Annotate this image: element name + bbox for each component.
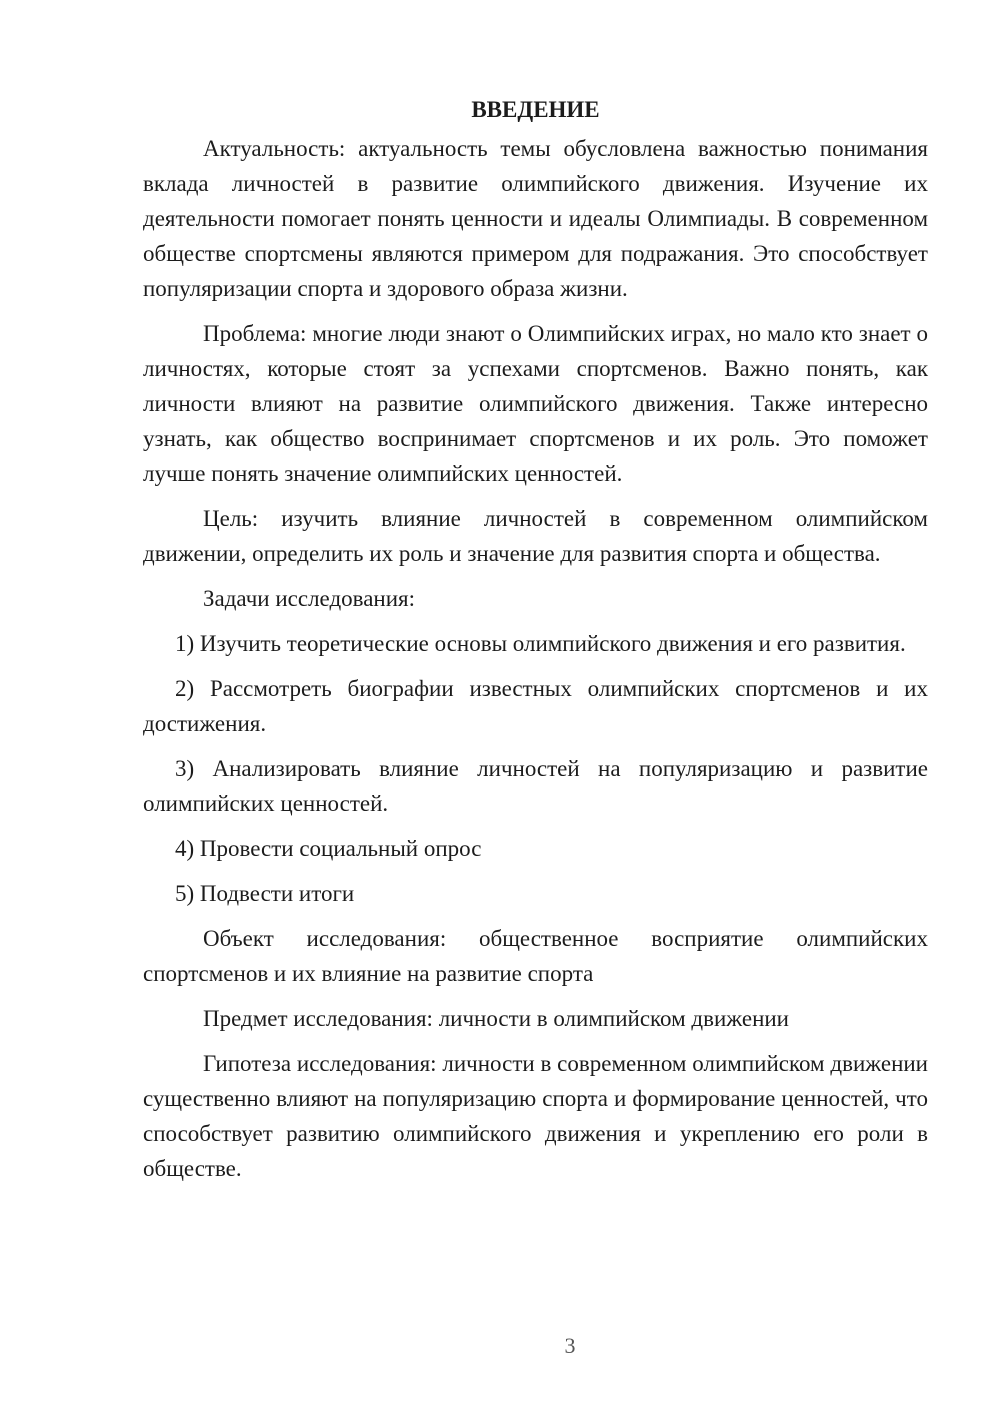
- task-item-5: 5) Подвести итоги: [175, 881, 355, 906]
- document-page: [143, 92, 928, 1196]
- page-number: 3: [564, 1333, 576, 1358]
- paragraph-relevance: Актуальность: актуальность темы обусловлена важностью понимания вклада личностей в развитие олимпийского движения. Изучение их деятельности помогает понять ценности и идеалы Олимпиады. В современном обществе спортсмены являются примером для подражания. Это способствует популяризации спорта и здорового образа жизни.: [143, 136, 928, 301]
- task-item-1: 1) Изучить теоретические основы олимпийского движения и его развития.: [175, 631, 906, 656]
- section-title: ВВЕДЕНИЕ: [471, 97, 600, 122]
- paragraph-hypothesis: Гипотеза исследования: личности в современном олимпийском движении существенно влияют на популяризацию спорта и формирование ценностей, что способствует развитию олимпийского движения и укреплению его роли в обществе.: [143, 1051, 928, 1181]
- paragraph-subject: Предмет исследования: личности в олимпийском движении: [203, 1006, 789, 1031]
- task-item-3: 3) Анализировать влияние личностей на популяризацию и развитие олимпийских ценностей.: [143, 756, 928, 816]
- paragraph-object: Объект исследования: общественное восприятие олимпийских спортсменов и их влияние на развитие спорта: [143, 926, 928, 986]
- paragraph-tasks-heading: Задачи исследования:: [203, 586, 416, 611]
- paragraph-goal: Цель: изучить влияние личностей в современном олимпийском движении, определить их роль и значение для развития спорта и общества.: [143, 506, 928, 566]
- task-item-4: 4) Провести социальный опрос: [175, 836, 482, 861]
- paragraph-problem: Проблема: многие люди знают о Олимпийских играх, но мало кто знает о личностях, которые стоят за успехами спортсменов. Важно понять, как личности влияют на развитие олимпийского движения. Также интересно узнать, как общество воспринимает спортсменов и их роль. Это поможет лучше понять значение олимпийских ценностей.: [143, 321, 928, 486]
- task-item-2: 2) Рассмотреть биографии известных олимпийских спортсменов и их достижения.: [143, 676, 928, 736]
